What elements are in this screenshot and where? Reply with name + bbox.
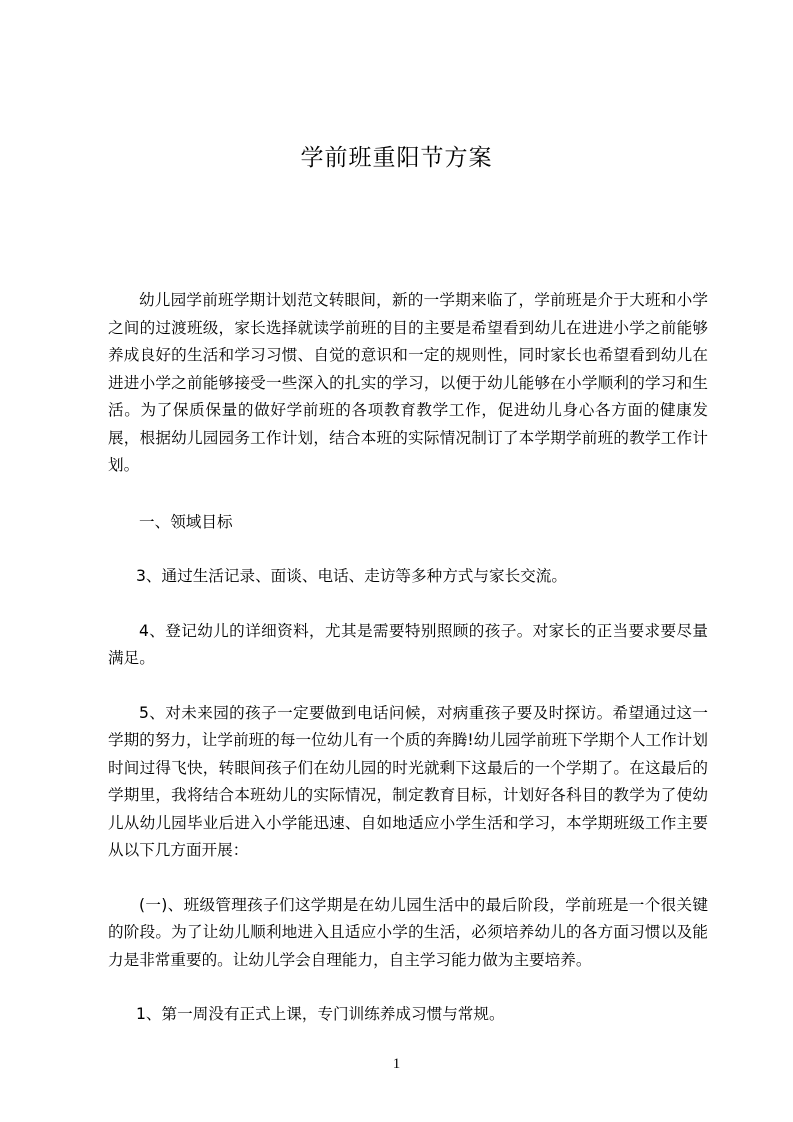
item-5-paragraph: 5、对未来园的孩子一定要做到电话问候，对病重孩子要及时探访。希望通过这一学期的努力，让学前班的每一位幼儿有一个质的奔腾!幼儿园学前班下学期个人工作计划时间过得飞快，转眼间孩子们在幼儿园的时光就剩下这最后的一个学期了。在这最后的学期里，我将结合本班幼儿的实际情况，制定教育目标，计划好各科目的教学为了使幼儿从幼儿园毕业后进入小学能迅速、自如地适应小学生活和学习，本学期班级工作主要从以下几方面开展： <box>108 703 708 859</box>
item-3-paragraph: 3、通过生活记录、面谈、电话、走访等多种方式与家长交流。 <box>136 567 567 585</box>
class-management-paragraph: (一)、班级管理孩子们这学期是在幼儿园生活中的最后阶段，学前班是一个很关键的阶段。为了让幼儿顺利地进入且适应小学的生活，必须培养幼儿的各方面习惯以及能力是非常重要的。让幼儿学会自理能力，自主学习能力做为主要培养。 <box>108 895 708 969</box>
intro-paragraph: 幼儿园学前班学期计划范文转眼间，新的一学期来临了，学前班是介于大班和小学之间的过渡班级，家长选择就读学前班的目的主要是希望看到幼儿在进进小学之前能够养成良好的生活和学习习惯、自觉的意识和一定的规则性，同时家长也希望看到幼儿在进进小学之前能够接受一些深入的扎实的学习，以便于幼儿能够在小学顺利的学习和生活。为了保质保量的做好学前班的各项教育教学工作，促进幼儿身心各方面的健康发展，根据幼儿园园务工作计划，结合本班的实际情况制订了本学期学前班的教学工作计划。 <box>108 291 708 474</box>
item-1-paragraph: 1、第一周没有正式上课，专门训练养成习惯与常规。 <box>136 1005 505 1023</box>
item-4-paragraph: 4、登记幼儿的详细资料，尤其是需要特别照顾的孩子。对家长的正当要求要尽量满足。 <box>108 621 708 667</box>
section-heading-goals: 一、领域目标 <box>139 512 233 531</box>
page-title: 学前班重阳节方案 <box>300 145 493 171</box>
document-body <box>108 287 708 1029</box>
page-number: 1 <box>392 1056 401 1072</box>
